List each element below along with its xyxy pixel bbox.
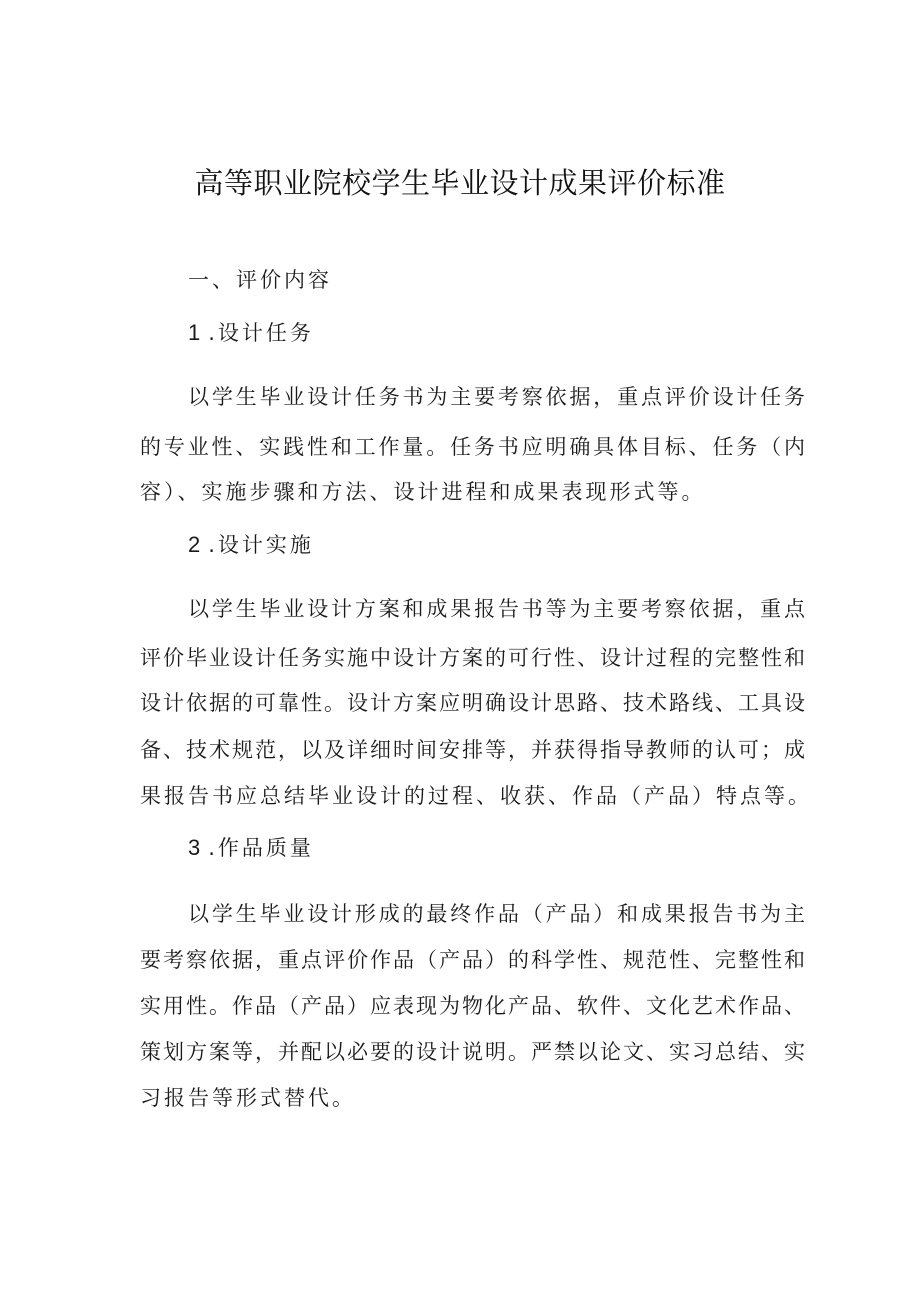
item-3-line-2: 要考察依据，重点评价作品（产品）的科学性、规范性、完整性和: [140, 948, 805, 972]
item-2-line-2: 评价毕业设计任务实施中设计方案的可行性、设计过程的完整性和: [140, 646, 805, 670]
item-2-line-1: 以学生毕业设计方案和成果报告书等为主要考察依据，重点: [188, 597, 805, 621]
item-3-line-1: 以学生毕业设计形成的最终作品（产品）和成果报告书为主: [188, 902, 805, 926]
item-1-line-3: 容）、实施步骤和方法、设计进程和成果表现形式等。: [140, 480, 706, 504]
item-2-line-5: 果报告书应总结毕业设计的过程、收获、作品（产品）特点等。: [140, 784, 812, 808]
item-3-heading: [188, 833, 314, 863]
item-3-line-4: 策划方案等，并配以必要的设计说明。严禁以论文、实习总结、实: [140, 1040, 805, 1064]
item-2-line-3: 设计依据的可靠性。设计方案应明确设计思路、技术路线、工具设: [140, 691, 805, 715]
item-2-line-4: 备、技术规范，以及详细时间安排等，并获得指导教师的认可；成: [140, 738, 805, 762]
item-1-label: .设计任务: [208, 321, 314, 345]
item-3-label: .作品质量: [208, 836, 314, 860]
item-2-label: .设计实施: [208, 533, 314, 557]
section-heading: 一、评价内容: [188, 268, 332, 292]
item-2-heading: [188, 530, 314, 560]
item-3-line-5: 习报告等形式替代。: [140, 1086, 356, 1110]
document-title: 高等职业院校学生毕业设计成果评价标准: [194, 166, 726, 200]
item-3-line-3: 实用性。作品（产品）应表现为物化产品、软件、文化艺术作品、: [140, 994, 805, 1018]
item-1-line-2: 的专业性、实践性和工作量。任务书应明确具体目标、任务（内: [140, 435, 805, 459]
item-2-number: 2: [188, 532, 201, 557]
item-1-number: 1: [188, 320, 201, 345]
item-1-line-1: 以学生毕业设计任务书为主要考察依据，重点评价设计任务: [188, 385, 805, 409]
item-1-heading: [188, 318, 314, 348]
item-3-number: 3: [188, 835, 201, 860]
